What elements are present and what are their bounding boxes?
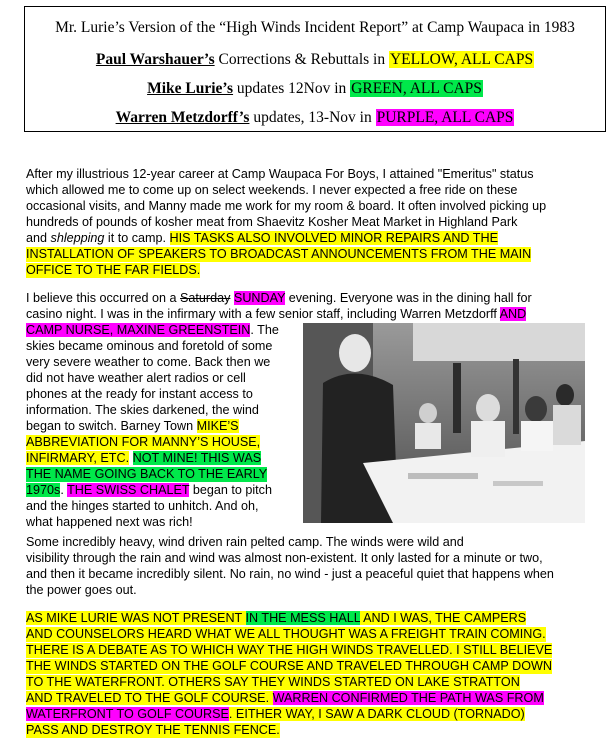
text-line: WATERFRONT TO GOLF COURSE. EITHER WAY, I SAW A DARK CLOUD (TORNADO) <box>26 707 525 721</box>
text-line: did not have weather alert radios or cell <box>26 371 246 385</box>
text-line: OFFICE TO THE FAR FIELDS. <box>26 263 201 277</box>
text-line: phones at the ready for instant access to <box>26 387 253 401</box>
text-line: casino night. I was in the infirmary with a few senior staff, including Warren Metzdorff AND <box>26 307 527 321</box>
text-line: PASS AND DESTROY THE TENNIS FENCE. <box>26 723 280 737</box>
text-line: AS MIKE LURIE WAS NOT PRESENT IN THE MESS HALL AND I WAS, THE CAMPERS <box>26 611 527 625</box>
text-line: hundreds of pounds of kosher meat from Shaevitz Kosher Meat Market in Highland Park <box>26 215 518 229</box>
text-line: the power goes out. <box>26 583 137 597</box>
text-line: and then it became incredibly silent. No rain, no wind - just a peaceful quiet that happens when <box>26 567 554 581</box>
text-line: and the hinges started to unhitch. And oh, <box>26 499 259 513</box>
text-line: After my illustrious 12-year career at Camp Waupaca For Boys, I attained "Emeritus" status <box>26 167 534 181</box>
text-line: ABBREVIATION FOR MANNY’S HOUSE, <box>26 435 261 449</box>
text-line: Some incredibly heavy, wind driven rain pelted camp. The winds were wild and <box>26 535 464 549</box>
text-line: began to switch. Barney Town MIKE’S <box>26 419 239 433</box>
text-line: INSTALLATION OF SPEAKERS TO BROADCAST ANNOUNCEMENTS FROM THE MAIN <box>26 247 532 261</box>
document-title: Mr. Lurie’s Version of the “High Winds Incident Report” at Camp Waupaca in 1983 <box>55 19 575 36</box>
legend-purple: Warren Metzdorff’s updates, 13-Nov in PURPLE, ALL CAPS <box>115 109 514 126</box>
legend-yellow: Paul Warshauer’s Corrections & Rebuttals in YELLOW, ALL CAPS <box>95 51 534 68</box>
text-line: occasional visits, and Manny made me work for my room & board. It often involved picking up <box>26 199 547 213</box>
dining-hall-photo <box>303 323 585 523</box>
legend-green: Mike Lurie’s updates 12Nov in GREEN, ALL CAPS <box>147 80 482 97</box>
photo-illustration <box>303 323 585 523</box>
text-line: skies became ominous and foretold of some <box>26 339 273 353</box>
text-line: THERE IS A DEBATE AS TO WHICH WAY THE HIGH WINDS TRAVELLED. I STILL BELIEVE <box>26 643 553 657</box>
text-line: 1970s. THE SWISS CHALET began to pitch <box>26 483 272 497</box>
text-line: TO THE WATERFRONT. OTHERS SAY THEY WINDS STARTED ON LAKE STRATTON <box>26 675 520 689</box>
text-line: THE NAME GOING BACK TO THE EARLY <box>26 467 268 481</box>
text-line: visibility through the rain and wind was almost non-existent. It only lasted for a minute or two, <box>26 551 543 565</box>
text-line: very severe weather to come. Back then we <box>26 355 271 369</box>
text-line: THE WINDS STARTED ON THE GOLF COURSE AND TRAVELED THROUGH CAMP DOWN <box>26 659 552 673</box>
text-line: INFIRMARY, ETC. NOT MINE! THIS WAS <box>26 451 262 465</box>
header-box <box>24 6 606 132</box>
text-line: CAMP NURSE, MAXINE GREENSTEIN. The <box>26 323 279 337</box>
text-line: AND COUNSELORS HEARD WHAT WE ALL THOUGHT WAS A FREIGHT TRAIN COMING. <box>26 627 546 641</box>
text-line: and shlepping it to camp. HIS TASKS ALSO INVOLVED MINOR REPAIRS AND THE <box>26 231 498 245</box>
text-line: which allowed me to come up on select weekends. I never expected a free ride on these <box>26 183 518 197</box>
text-line: AND TRAVELED TO THE GOLF COURSE. WARREN CONFIRMED THE PATH WAS FROM <box>26 691 544 705</box>
text-line: information. The skies darkened, the wind <box>26 403 259 417</box>
text-line: what happened next was rich! <box>26 515 193 529</box>
text-line: I believe this occurred on a Saturday SUNDAY evening. Everyone was in the dining hall for <box>26 291 532 305</box>
